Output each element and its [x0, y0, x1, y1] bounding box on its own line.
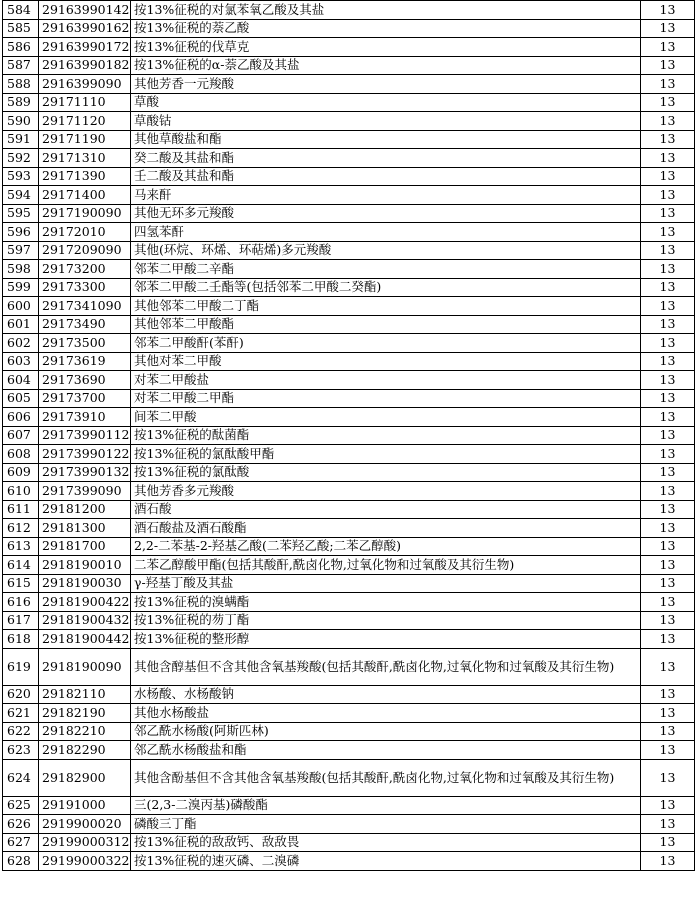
commodity-name-cell: 其他邻苯二甲酸二丁酯 [131, 297, 641, 316]
row-number-cell: 619 [3, 648, 39, 685]
row-number-cell: 607 [3, 426, 39, 445]
commodity-name-cell: 酒石酸盐及酒石酸酯 [131, 519, 641, 538]
commodity-name-cell: 其他含醇基但不含其他含氧基羧酸(包括其酸酐,酰卤化物,过氧化物和过氧酸及其衍生物) [131, 648, 641, 685]
table-row [3, 815, 695, 834]
commodity-code-cell: 29172010 [39, 223, 131, 242]
row-number-cell: 617 [3, 611, 39, 630]
commodity-name-cell: 癸二酸及其盐和酯 [131, 149, 641, 168]
commodity-code-cell: 29173300 [39, 278, 131, 297]
commodity-name-cell: 按13%征税的敌敌钙、敌敌畏 [131, 833, 641, 852]
rebate-rate-cell: 13 [641, 537, 695, 556]
rebate-rate-cell: 13 [641, 833, 695, 852]
table-row [3, 445, 695, 464]
rebate-rate-cell: 13 [641, 204, 695, 223]
rebate-rate-cell: 13 [641, 260, 695, 279]
commodity-name-cell: 其他(环烷、环烯、环萜烯)多元羧酸 [131, 241, 641, 260]
rebate-rate-cell: 13 [641, 852, 695, 871]
commodity-code-cell: 2917209090 [39, 241, 131, 260]
row-number-cell: 605 [3, 389, 39, 408]
row-number-cell: 625 [3, 796, 39, 815]
commodity-code-cell: 29191000 [39, 796, 131, 815]
rebate-rate-cell: 13 [641, 593, 695, 612]
commodity-code-cell: 29181700 [39, 537, 131, 556]
commodity-code-cell: 2918190030 [39, 574, 131, 593]
rebate-rate-cell: 13 [641, 241, 695, 260]
table-row [3, 593, 695, 612]
table-row [3, 704, 695, 723]
rebate-rate-cell: 13 [641, 149, 695, 168]
row-number-cell: 598 [3, 260, 39, 279]
table-row [3, 93, 695, 112]
rebate-rate-cell: 13 [641, 186, 695, 205]
table-row [3, 537, 695, 556]
row-number-cell: 593 [3, 167, 39, 186]
rebate-rate-cell: 13 [641, 223, 695, 242]
commodity-name-cell: 邻苯二甲酸二壬酯等(包括邻苯二甲酸二癸酯) [131, 278, 641, 297]
commodity-name-cell: 三(2,3-二溴丙基)磷酸酯 [131, 796, 641, 815]
commodity-name-cell: 2,2-二苯基-2-羟基乙酸(二苯羟乙酸;二苯乙醇酸) [131, 537, 641, 556]
rebate-rate-cell: 13 [641, 297, 695, 316]
commodity-code-cell: 29171310 [39, 149, 131, 168]
rebate-rate-cell: 13 [641, 630, 695, 649]
rebate-rate-cell: 13 [641, 611, 695, 630]
rebate-rate-cell: 13 [641, 75, 695, 94]
table-row [3, 630, 695, 649]
row-number-cell: 622 [3, 722, 39, 741]
commodity-name-cell: 按13%征税的溴螨酯 [131, 593, 641, 612]
row-number-cell: 608 [3, 445, 39, 464]
commodity-name-cell: 草酸 [131, 93, 641, 112]
commodity-code-cell: 29173910 [39, 408, 131, 427]
commodity-code-cell: 29163990172 [39, 38, 131, 57]
commodity-name-cell: 其他含酚基但不含其他含氧基羧酸(包括其酸酐,酰卤化物,过氧化物和过氧酸及其衍生物) [131, 759, 641, 796]
table-row [3, 796, 695, 815]
commodity-name-cell: 其他草酸盐和酯 [131, 130, 641, 149]
row-number-cell: 618 [3, 630, 39, 649]
commodity-code-cell: 29181300 [39, 519, 131, 538]
table-row [3, 685, 695, 704]
rebate-rate-cell: 13 [641, 19, 695, 38]
commodity-code-cell: 29173990132 [39, 463, 131, 482]
table-row [3, 852, 695, 871]
table-row [3, 186, 695, 205]
commodity-name-cell: 按13%征税的α-萘乙酸及其盐 [131, 56, 641, 75]
rebate-rate-cell: 13 [641, 1, 695, 20]
table-row [3, 167, 695, 186]
rebate-rate-cell: 13 [641, 722, 695, 741]
rebate-rate-cell: 13 [641, 38, 695, 57]
commodity-name-cell: 草酸钴 [131, 112, 641, 131]
table-row [3, 130, 695, 149]
rebate-rate-cell: 13 [641, 796, 695, 815]
table-row [3, 426, 695, 445]
row-number-cell: 595 [3, 204, 39, 223]
table-row [3, 389, 695, 408]
row-number-cell: 587 [3, 56, 39, 75]
row-number-cell: 586 [3, 38, 39, 57]
commodity-code-cell: 29182290 [39, 741, 131, 760]
table-row [3, 334, 695, 353]
commodity-code-cell: 29181900442 [39, 630, 131, 649]
row-number-cell: 588 [3, 75, 39, 94]
commodity-code-cell: 2919900020 [39, 815, 131, 834]
table-row [3, 759, 695, 796]
row-number-cell: 600 [3, 297, 39, 316]
commodity-code-cell: 29171390 [39, 167, 131, 186]
commodity-code-cell: 29173700 [39, 389, 131, 408]
row-number-cell: 621 [3, 704, 39, 723]
table-row [3, 260, 695, 279]
row-number-cell: 613 [3, 537, 39, 556]
commodity-name-cell: 四氢苯酐 [131, 223, 641, 242]
rebate-rate-cell: 13 [641, 519, 695, 538]
rebate-rate-cell: 13 [641, 482, 695, 501]
commodity-name-cell: 二苯乙醇酸甲酯(包括其酸酐,酰卤化物,过氧化物和过氧酸及其衍生物) [131, 556, 641, 575]
commodity-code-cell: 29163990182 [39, 56, 131, 75]
table-row [3, 352, 695, 371]
row-number-cell: 590 [3, 112, 39, 131]
commodity-code-cell: 29181900422 [39, 593, 131, 612]
row-number-cell: 606 [3, 408, 39, 427]
row-number-cell: 591 [3, 130, 39, 149]
row-number-cell: 626 [3, 815, 39, 834]
rebate-rate-cell: 13 [641, 371, 695, 390]
rebate-rate-cell: 13 [641, 500, 695, 519]
row-number-cell: 592 [3, 149, 39, 168]
row-number-cell: 589 [3, 93, 39, 112]
commodity-code-cell: 29173990122 [39, 445, 131, 464]
commodity-name-cell: 按13%征税的萘乙酸 [131, 19, 641, 38]
table-row [3, 371, 695, 390]
table-row [3, 611, 695, 630]
commodity-code-cell: 2917190090 [39, 204, 131, 223]
table-row [3, 574, 695, 593]
commodity-code-cell: 29182110 [39, 685, 131, 704]
row-number-cell: 611 [3, 500, 39, 519]
commodity-code-cell: 29199000322 [39, 852, 131, 871]
commodity-name-cell: 对苯二甲酸二甲酯 [131, 389, 641, 408]
rebate-rate-cell: 13 [641, 741, 695, 760]
row-number-cell: 616 [3, 593, 39, 612]
row-number-cell: 610 [3, 482, 39, 501]
table-row [3, 833, 695, 852]
table-row [3, 482, 695, 501]
rebate-rate-cell: 13 [641, 556, 695, 575]
commodity-name-cell: 邻苯二甲酸二辛酯 [131, 260, 641, 279]
commodity-name-cell: 其他水杨酸盐 [131, 704, 641, 723]
commodity-name-cell: 按13%征税的速灭磷、二溴磷 [131, 852, 641, 871]
row-number-cell: 604 [3, 371, 39, 390]
row-number-cell: 614 [3, 556, 39, 575]
table-row [3, 741, 695, 760]
table-row [3, 408, 695, 427]
row-number-cell: 603 [3, 352, 39, 371]
commodity-name-cell: 按13%征税的芴丁酯 [131, 611, 641, 630]
commodity-code-cell: 29199000312 [39, 833, 131, 852]
table-row [3, 463, 695, 482]
table-row [3, 241, 695, 260]
commodity-name-cell: 磷酸三丁酯 [131, 815, 641, 834]
rebate-rate-cell: 13 [641, 130, 695, 149]
commodity-code-cell: 2918190010 [39, 556, 131, 575]
commodity-code-cell: 29181200 [39, 500, 131, 519]
rebate-rate-cell: 13 [641, 334, 695, 353]
commodity-name-cell: 邻苯二甲酸酐(苯酐) [131, 334, 641, 353]
table-row [3, 315, 695, 334]
commodity-name-cell: 马来酐 [131, 186, 641, 205]
commodity-name-cell: 水杨酸、水杨酸钠 [131, 685, 641, 704]
commodity-name-cell: 按13%征税的对氯苯氧乙酸及其盐 [131, 1, 641, 20]
row-number-cell: 602 [3, 334, 39, 353]
commodity-name-cell: 其他芳香一元羧酸 [131, 75, 641, 94]
commodity-code-cell: 29173990112 [39, 426, 131, 445]
row-number-cell: 612 [3, 519, 39, 538]
commodity-code-cell: 29163990162 [39, 19, 131, 38]
rebate-rate-cell: 13 [641, 56, 695, 75]
commodity-code-cell: 2917341090 [39, 297, 131, 316]
rebate-rate-cell: 13 [641, 759, 695, 796]
commodity-name-cell: 按13%征税的氯酞酸 [131, 463, 641, 482]
commodity-name-cell: 按13%征税的氯酞酸甲酯 [131, 445, 641, 464]
commodity-code-cell: 2917399090 [39, 482, 131, 501]
rebate-rate-cell: 13 [641, 278, 695, 297]
row-number-cell: 585 [3, 19, 39, 38]
commodity-code-cell: 29173690 [39, 371, 131, 390]
commodity-name-cell: γ-羟基丁酸及其盐 [131, 574, 641, 593]
table-row [3, 223, 695, 242]
commodity-code-cell: 29182210 [39, 722, 131, 741]
commodity-name-cell: 壬二酸及其盐和酯 [131, 167, 641, 186]
rebate-rate-cell: 13 [641, 112, 695, 131]
commodity-name-cell: 对苯二甲酸盐 [131, 371, 641, 390]
table-row [3, 278, 695, 297]
row-number-cell: 615 [3, 574, 39, 593]
commodity-name-cell: 其他无环多元羧酸 [131, 204, 641, 223]
table-row [3, 75, 695, 94]
table-row [3, 500, 695, 519]
rebate-rate-cell: 13 [641, 574, 695, 593]
commodity-code-cell: 29173200 [39, 260, 131, 279]
row-number-cell: 609 [3, 463, 39, 482]
commodity-name-cell: 其他芳香多元羧酸 [131, 482, 641, 501]
commodity-code-cell: 29173500 [39, 334, 131, 353]
row-number-cell: 623 [3, 741, 39, 760]
commodity-code-cell: 29171120 [39, 112, 131, 131]
commodity-name-cell: 其他邻苯二甲酸酯 [131, 315, 641, 334]
commodity-name-cell: 邻乙酰水杨酸盐和酯 [131, 741, 641, 760]
table-row [3, 38, 695, 57]
rebate-rate-cell: 13 [641, 167, 695, 186]
commodity-code-cell: 29182190 [39, 704, 131, 723]
table-row [3, 112, 695, 131]
commodity-name-cell: 按13%征税的整形醇 [131, 630, 641, 649]
commodity-name-cell: 按13%征税的伐草克 [131, 38, 641, 57]
rebate-rate-cell: 13 [641, 685, 695, 704]
commodity-name-cell: 酒石酸 [131, 500, 641, 519]
rebate-rate-cell: 13 [641, 445, 695, 464]
commodity-code-cell: 29173490 [39, 315, 131, 334]
commodity-code-cell: 2916399090 [39, 75, 131, 94]
table-row [3, 519, 695, 538]
commodity-code-cell: 29171110 [39, 93, 131, 112]
table-row [3, 1, 695, 20]
row-number-cell: 599 [3, 278, 39, 297]
rebate-rate-cell: 13 [641, 408, 695, 427]
rebate-rate-cell: 13 [641, 463, 695, 482]
row-number-cell: 601 [3, 315, 39, 334]
commodity-code-cell: 29181900432 [39, 611, 131, 630]
row-number-cell: 596 [3, 223, 39, 242]
rebate-rate-cell: 13 [641, 648, 695, 685]
commodity-name-cell: 其他对苯二甲酸 [131, 352, 641, 371]
commodity-code-cell: 29182900 [39, 759, 131, 796]
table-body [3, 1, 695, 871]
rebate-rate-cell: 13 [641, 704, 695, 723]
commodity-code-cell: 29163990142 [39, 1, 131, 20]
commodity-name-cell: 间苯二甲酸 [131, 408, 641, 427]
commodity-name-cell: 按13%征税的酞菌酯 [131, 426, 641, 445]
table-row [3, 19, 695, 38]
table-row [3, 648, 695, 685]
row-number-cell: 584 [3, 1, 39, 20]
table-row [3, 556, 695, 575]
rebate-rate-cell: 13 [641, 426, 695, 445]
rebate-rate-cell: 13 [641, 815, 695, 834]
row-number-cell: 597 [3, 241, 39, 260]
row-number-cell: 594 [3, 186, 39, 205]
tax-rebate-table [2, 0, 695, 871]
row-number-cell: 628 [3, 852, 39, 871]
commodity-code-cell: 2918190090 [39, 648, 131, 685]
rebate-rate-cell: 13 [641, 352, 695, 371]
rebate-rate-cell: 13 [641, 315, 695, 334]
rebate-rate-cell: 13 [641, 389, 695, 408]
table-row [3, 297, 695, 316]
table-row [3, 204, 695, 223]
row-number-cell: 624 [3, 759, 39, 796]
commodity-code-cell: 29173619 [39, 352, 131, 371]
rebate-rate-cell: 13 [641, 93, 695, 112]
commodity-code-cell: 29171190 [39, 130, 131, 149]
commodity-name-cell: 邻乙酰水杨酸(阿斯匹林) [131, 722, 641, 741]
table-row [3, 56, 695, 75]
table-row [3, 722, 695, 741]
row-number-cell: 627 [3, 833, 39, 852]
row-number-cell: 620 [3, 685, 39, 704]
commodity-code-cell: 29171400 [39, 186, 131, 205]
table-row [3, 149, 695, 168]
